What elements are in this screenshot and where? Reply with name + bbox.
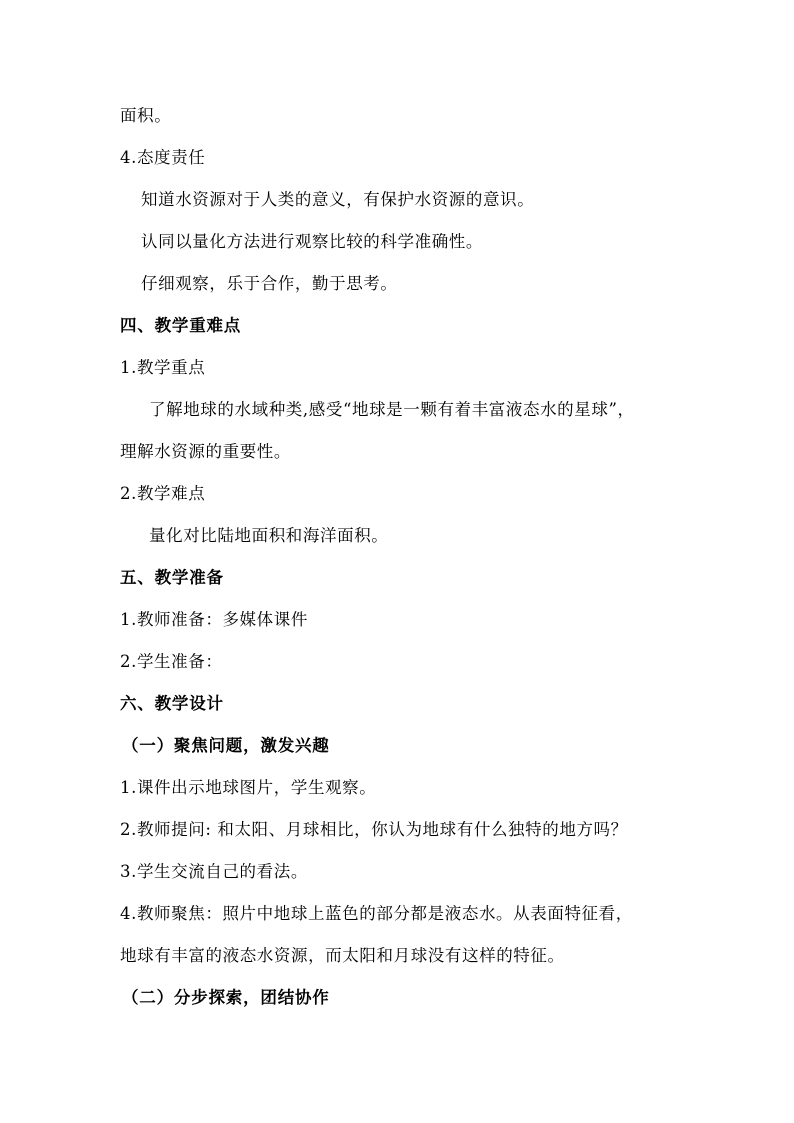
text-line-compare-areas: 量化对比陆地面积和海洋面积。 xyxy=(149,526,389,545)
subsection-heading-explore: （二）分步探索，团结协作 xyxy=(122,988,330,1007)
section-heading-key-points: 四、教学重难点 xyxy=(120,316,242,335)
subheading-key-point: 1.教学重点 xyxy=(120,358,206,377)
text-line-step-4-cont: 地球有丰富的液态水资源，而太阳和月球没有这样的特征。 xyxy=(120,946,565,965)
text-line-quantify: 认同以量化方法进行观察比较的科学准确性。 xyxy=(141,232,483,251)
text-line-teacher-prep: 1.教师准备：多媒体课件 xyxy=(120,610,308,629)
text-line-observe: 仔细观察，乐于合作，勤于思考。 xyxy=(141,274,398,293)
text-line-understand-waters: 了解地球的水域种类,感受“地球是一颗有着丰富液态水的星球”， xyxy=(149,400,635,419)
subheading-difficulty: 2.教学难点 xyxy=(120,484,206,503)
text-line-water-meaning: 知道水资源对于人类的意义，有保护水资源的意识。 xyxy=(141,190,535,209)
text-line-step-4: 4.教师聚焦：照片中地球上蓝色的部分都是液态水。从表面特征看， xyxy=(120,904,633,923)
text-line-step-2: 2.教师提问: 和太阳、月球相比，你认为地球有什么独特的地方吗？ xyxy=(120,820,628,839)
text-line-step-1: 1.课件出示地球图片，学生观察。 xyxy=(120,778,377,797)
heading-attitude: 4.态度责任 xyxy=(120,148,206,167)
text-line-importance: 理解水资源的重要性。 xyxy=(120,442,291,461)
section-heading-preparation: 五、教学准备 xyxy=(120,568,224,587)
text-line-step-3: 3.学生交流自己的看法。 xyxy=(120,862,308,881)
text-line-student-prep: 2.学生准备： xyxy=(120,652,223,671)
section-heading-design: 六、教学设计 xyxy=(120,694,224,713)
text-line-area: 面积。 xyxy=(120,106,172,125)
subsection-heading-focus: （一）聚焦问题，激发兴趣 xyxy=(122,736,330,755)
